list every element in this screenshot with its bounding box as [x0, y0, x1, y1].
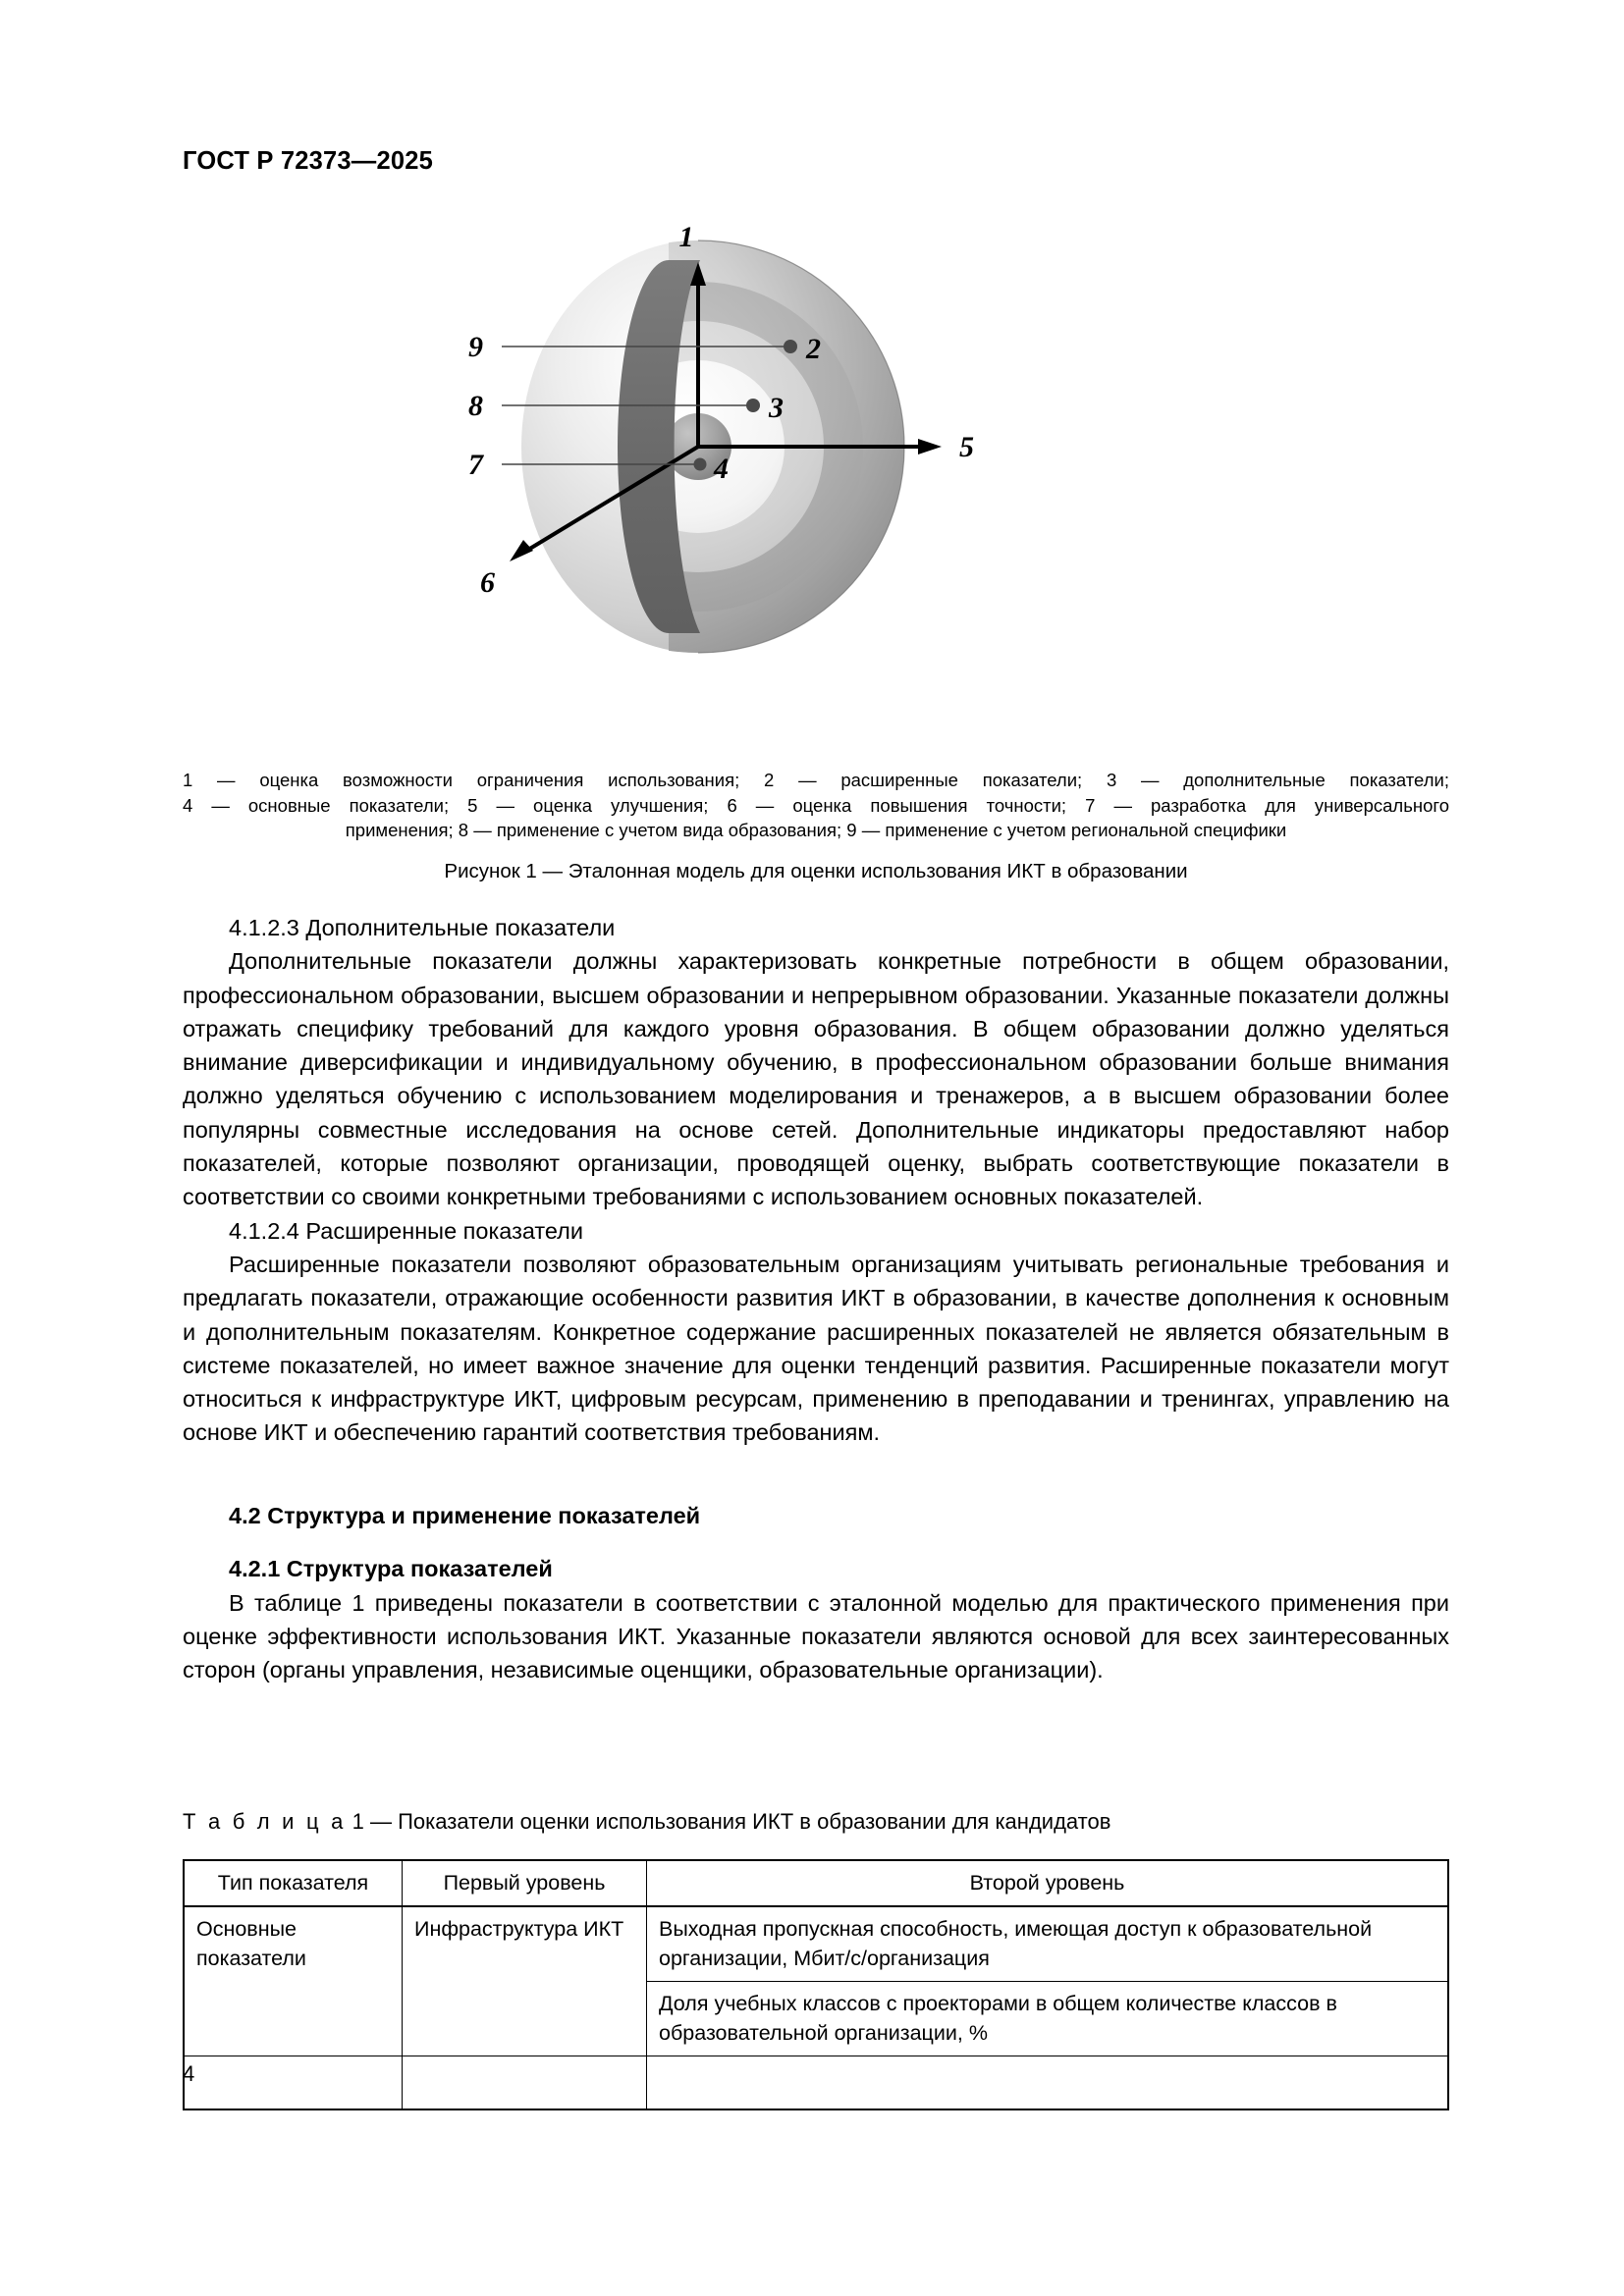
figure-1-container — [183, 201, 1449, 751]
table-cell-empty-c — [647, 2056, 1449, 2110]
table-cell-indicator-type: Основные показатели — [184, 1906, 403, 2056]
figure-legend-line-1: 1 — оценка возможности ограничения использования; 2 — расширенные показатели; 3 — дополнительные показатели; — [183, 770, 1449, 790]
figure-legend-line-2: 4 — основные показатели; 5 — оценка улучшения; 6 — оценка повышения точности; 7 — разработка для универсального — [183, 794, 1449, 816]
figure-label-2: 2 — [806, 333, 821, 365]
point-marker-4 — [694, 458, 707, 471]
figure-legend-line-3: применения; 8 — применение с учетом вида образования; 9 — применение с учетом региональной специфики — [345, 820, 1287, 840]
clause-4-2-title: 4.2 Структура и применение показателей — [229, 1503, 701, 1528]
table-body — [184, 1906, 1448, 2109]
reference-model-sphere-diagram — [374, 201, 1258, 751]
figure-legend — [183, 768, 1449, 843]
table-cell-empty-b — [403, 2056, 647, 2110]
figure-label-9: 9 — [468, 331, 483, 363]
section-4-2 — [183, 1499, 1449, 1686]
figure-title: Рисунок 1 — Эталонная модель для оценки использования ИКТ в образовании — [444, 860, 1188, 882]
clause-4-1-2-4-title: 4.1.2.4 Расширенные показатели — [229, 1217, 584, 1244]
table-row-spacer — [184, 2056, 1448, 2110]
table-caption-prefix: Т а б л и ц а — [183, 1809, 347, 1834]
table-cell-level1: Инфраструктура ИКТ — [403, 1906, 647, 2056]
table-header-cell-level1: Первый уровень — [403, 1860, 647, 1906]
table-header-cell-type: Тип показателя — [184, 1860, 403, 1906]
table-header — [184, 1860, 1448, 1906]
arrowhead-lower-left — [510, 540, 533, 561]
table-1-caption — [183, 1809, 1449, 1835]
clause-4-1-2-3-body: Дополнительные показатели должны характеризовать конкретные потребности в общем образовании, профессиональном образовании, высшем образовании и непрерывном образовании. Указанные показатели должны отражать специфику требований для каждого уровня образования. В общем образовании должно уделяться внимание диверсификации и индивидуальному обучению, в профессиональном образовании больше внимания должно уделяться обучению с использованием моделирования и тренажеров, а в высшем образовании более популярны совместные исследования на основе сетей. Дополнительные индикаторы предоставляют набор показателей, которые позволяют организации, проводящей оценку, выбрать соответствующие показатели в соответствии со своими конкретными требованиями с использованием основных показателей. — [183, 948, 1449, 1210]
table-row — [184, 1906, 1448, 1982]
table-cell-level2-b: Доля учебных классов с проекторами в общем количестве классов в образовательной организации, % — [647, 1982, 1449, 2056]
figure-label-8: 8 — [468, 390, 483, 422]
page-number: 4 — [183, 2061, 195, 2086]
clause-4-1-2-4-body: Расширенные показатели позволяют образовательным организациям учитывать региональные требования и предлагать показатели, отражающие особенности развития ИКТ в образовании, в качестве дополнения к основным и дополнительным показателям. Конкретное содержание расширенных показателей не является обязательным в системе показателей, но имеет важное значение для оценки тенденций развития. Расширенные показатели могут относиться к инфраструктуре ИКТ, цифровым ресурсам, применению в преподавании и тренингах, управлению на основе ИКТ и обеспечению гарантий соответствия требованиям. — [183, 1251, 1449, 1446]
figure-label-7: 7 — [468, 449, 483, 481]
figure-label-6: 6 — [480, 566, 495, 599]
figure-label-3: 3 — [769, 392, 784, 424]
point-marker-2 — [784, 340, 797, 353]
table-caption-rest: 1 — Показатели оценки использования ИКТ в образовании для кандидатов — [352, 1809, 1111, 1834]
table-cell-level2-a: Выходная пропускная способность, имеющая доступ к образовательной организации, Мбит/с/организация — [647, 1906, 1449, 1982]
table-cell-empty-a — [184, 2056, 403, 2110]
figure-label-1: 1 — [678, 221, 694, 253]
clause-4-2-1-body: В таблице 1 приведены показатели в соответствии с эталонной моделью для практического применения при оценке эффективности использования ИКТ. Указанные показатели являются основой для всех заинтересованных сторон (органы управления, независимые оценщики, образовательные организации). — [183, 1589, 1449, 1683]
point-marker-3 — [746, 399, 760, 412]
clause-4-2-1-title: 4.2.1 Структура показателей — [229, 1556, 553, 1582]
page-header-standard-id: ГОСТ Р 72373—2025 — [183, 147, 434, 175]
table-header-row — [184, 1860, 1448, 1906]
figure-label-5: 5 — [959, 431, 974, 463]
indicators-table — [183, 1859, 1449, 2110]
arrowhead-right — [918, 439, 942, 454]
section-4-1-2-3 — [183, 911, 1449, 1450]
table-header-cell-level2: Второй уровень — [647, 1860, 1449, 1906]
figure-label-4: 4 — [714, 453, 729, 485]
clause-4-1-2-3-title: 4.1.2.3 Дополнительные показатели — [229, 915, 616, 940]
